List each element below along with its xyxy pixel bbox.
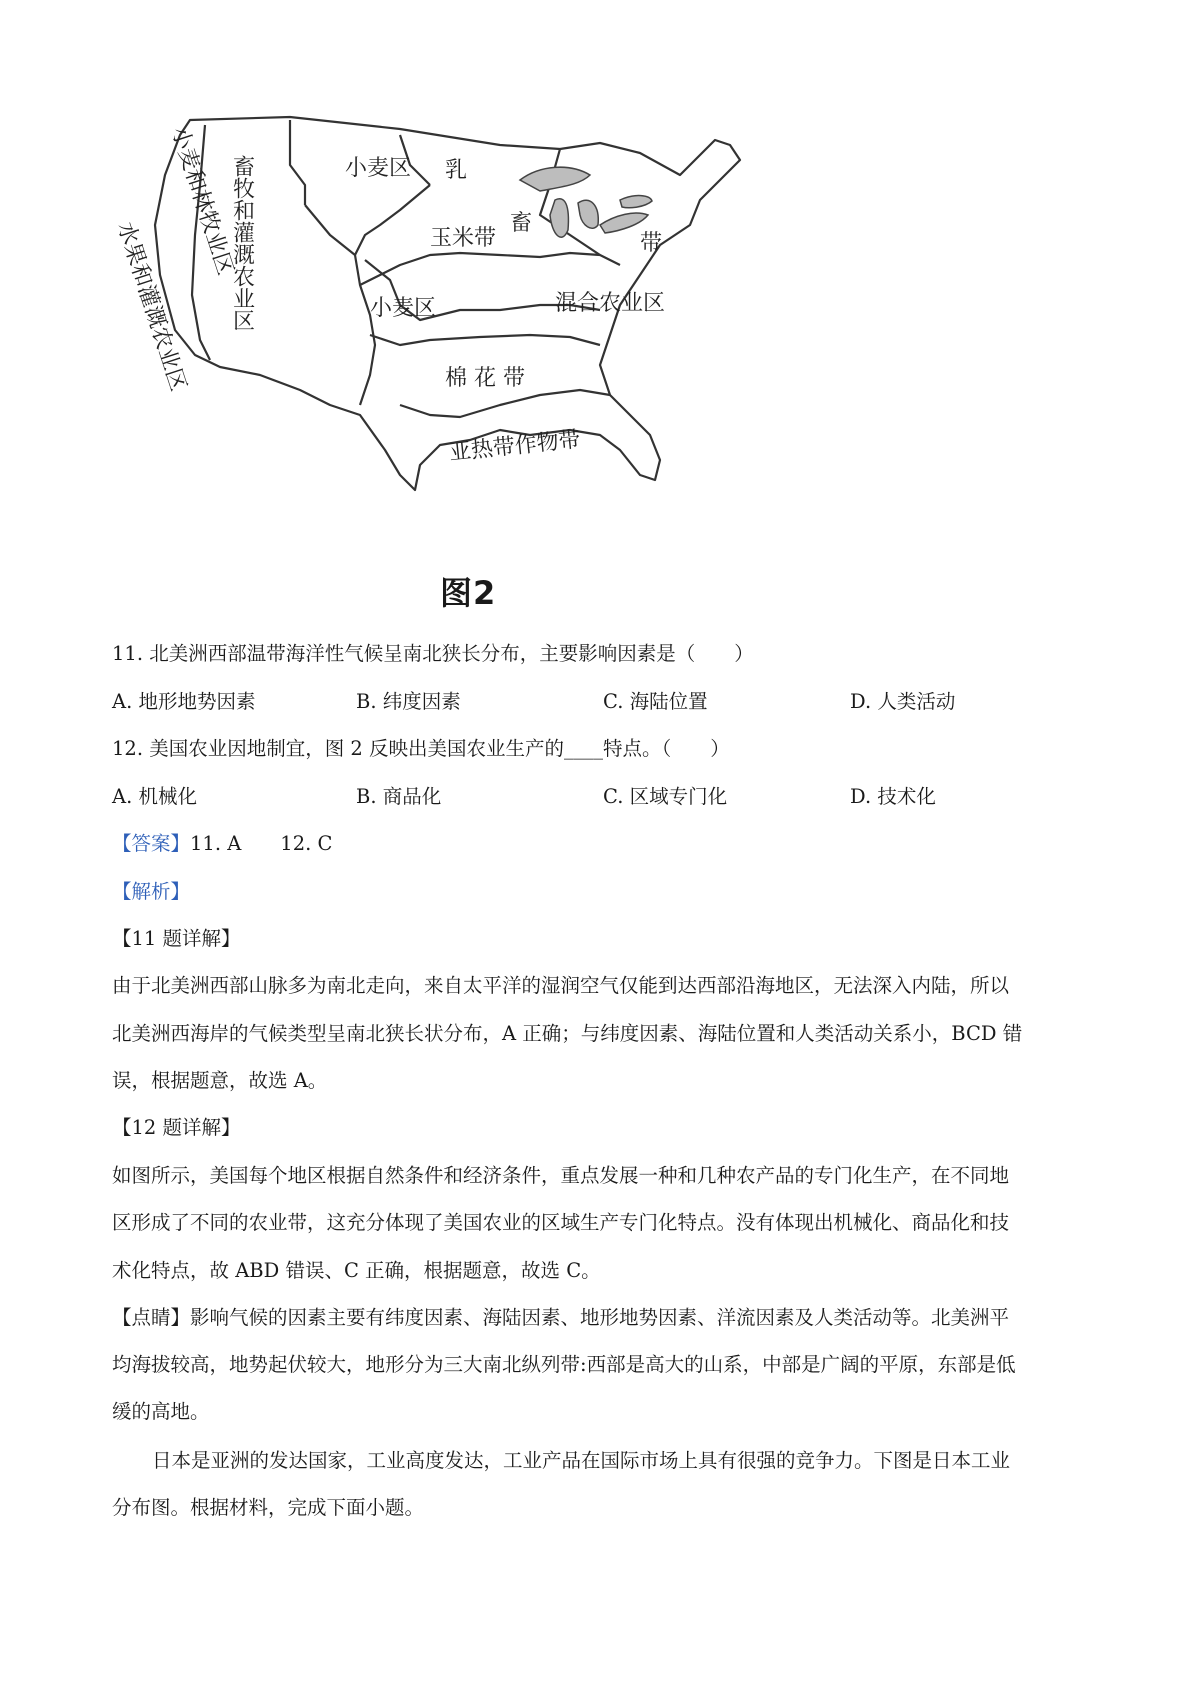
q11-option-b: B. 纬度因素 xyxy=(356,690,461,713)
tip-line: 缓的高地。 xyxy=(112,1400,210,1423)
label-dairy-1: 乳 xyxy=(445,158,468,183)
answer-text: 11. A 12. C xyxy=(190,832,333,855)
detail12-line: 区形成了不同的农业带，这充分体现了美国农业的区域生产专门化特点。没有体现出机械化、商品化和技 xyxy=(112,1211,1010,1234)
label-mixed: 混合农业区 xyxy=(555,291,666,316)
detail12-line: 如图所示，美国每个地区根据自然条件和经济条件，重点发展一种和几种农产品的专门化生产，在不同地 xyxy=(112,1164,1010,1187)
q11-option-d: D. 人类活动 xyxy=(850,690,956,713)
label-grazing: 畜牧和灌溉农业区 xyxy=(229,155,255,331)
detail12-line: 术化特点，故 ABD 错误、C 正确，根据题意，故选 C。 xyxy=(112,1259,601,1282)
q11-stem: 11. 北美洲西部温带海洋性气候呈南北狭长分布，主要影响因素是（ ） xyxy=(112,642,754,665)
label-dairy-2: 畜 xyxy=(510,211,533,236)
analysis-tag: 【解析】 xyxy=(112,880,191,903)
label-corn: 玉米带 xyxy=(430,226,497,251)
intro-line: 日本是亚洲的发达国家，工业高度发达，工业产品在国际市场上具有很强的竞争力。下图是日本工业 xyxy=(152,1449,1011,1472)
usa-agriculture-map xyxy=(100,105,780,565)
q12-stem: 12. 美国农业因地制宜，图 2 反映出美国农业生产的____特点。（ ） xyxy=(112,737,730,760)
figure-caption: 图2 xyxy=(440,574,497,612)
great-lakes xyxy=(520,167,652,237)
label-subtropical: 亚热带作物带 xyxy=(448,427,582,466)
label-west-top: 小麦和林牧业区 xyxy=(166,124,238,279)
label-wheat-north: 小麦区 xyxy=(345,156,412,181)
tip-line: 均海拔较高，地势起伏较大，地形分为三大南北纵列带:西部是高大的山系，中部是广阔的平原，东部是低 xyxy=(112,1353,1016,1376)
q11-option-c: C. 海陆位置 xyxy=(603,690,708,713)
detail12-heading: 【12 题详解】 xyxy=(112,1116,241,1139)
label-cotton: 棉 花 带 xyxy=(445,366,525,391)
q12-option-b: B. 商品化 xyxy=(356,785,442,808)
q12-option-d: D. 技术化 xyxy=(850,785,936,808)
label-dairy-3: 带 xyxy=(640,231,663,256)
q12-option-a: A. 机械化 xyxy=(112,785,197,808)
intro-line: 分布图。根据材料，完成下面小题。 xyxy=(112,1496,425,1519)
q12-option-c: C. 区域专门化 xyxy=(603,785,728,808)
q11-option-a: A. 地形地势因素 xyxy=(112,690,256,713)
detail11-line: 由于北美洲西部山脉多为南北走向，来自太平洋的湿润空气仅能到达西部沿海地区，无法深入内陆，所以 xyxy=(112,974,1010,997)
answer-line xyxy=(112,830,332,858)
label-west-bottom: 水果和灌溉农业区 xyxy=(112,219,191,395)
detail11-heading: 【11 题详解】 xyxy=(112,927,241,950)
detail11-line: 误，根据题意，故选 A。 xyxy=(112,1069,328,1092)
detail11-line: 北美洲西海岸的气候类型呈南北狭长状分布，A 正确；与纬度因素、海陆位置和人类活动关系小，BCD 错 xyxy=(112,1022,1023,1045)
answer-tag: 【答案】 xyxy=(112,832,191,855)
label-wheat-south: 小麦区 xyxy=(370,296,437,321)
tip-line: 【点睛】影响气候的因素主要有纬度因素、海陆因素、地形地势因素、洋流因素及人类活动等。北美洲平 xyxy=(112,1306,1010,1329)
